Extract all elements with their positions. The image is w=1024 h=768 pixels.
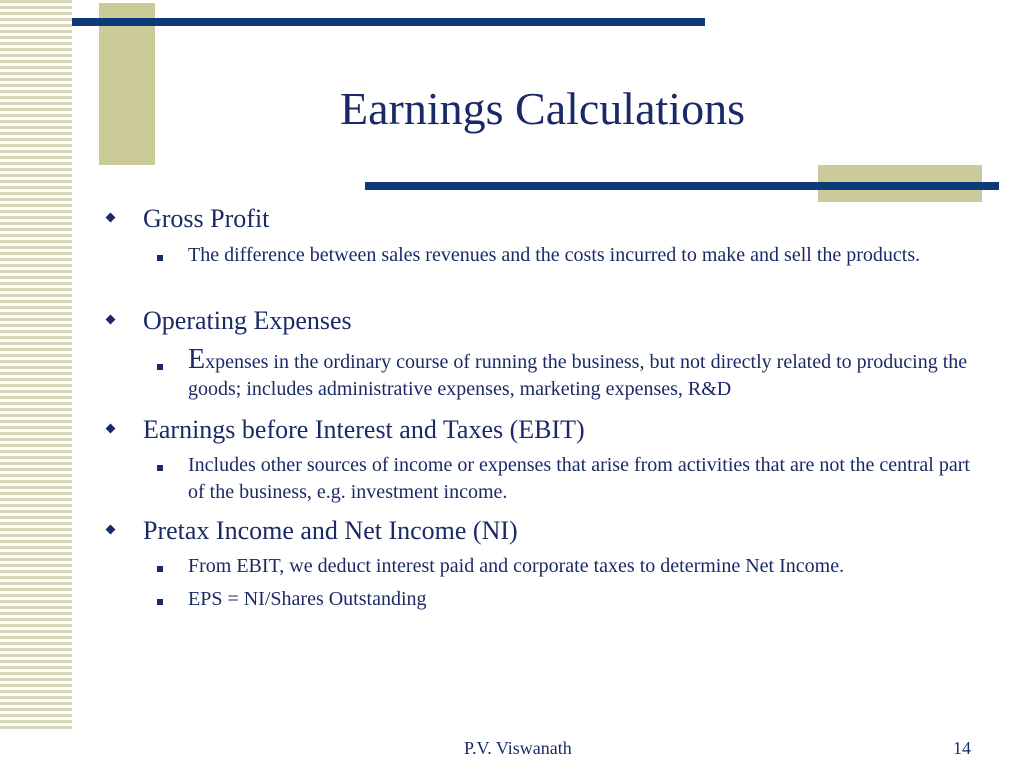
bullet-heading-gross-profit: Gross Profit: [143, 204, 270, 233]
bullet-heading-net-income: Pretax Income and Net Income (NI): [143, 516, 518, 545]
sub-bullet-ebit: Includes other sources of income or expenses that arise from activities that are not the central part of the business, e.g. investment income.: [188, 454, 970, 503]
sub-bullet-text: xpenses in the ordinary course of running the business, but not directly related to producing the goods; includes administrative expenses, marketing expenses, R&D: [188, 351, 968, 400]
diamond-bullet-icon: [106, 525, 116, 535]
square-bullet-icon: [157, 255, 163, 261]
decorative-bar-top: [72, 18, 705, 26]
square-bullet-icon: [157, 465, 163, 471]
square-bullet-icon: [157, 566, 163, 572]
diamond-bullet-icon: [106, 315, 116, 325]
slide-title: Earnings Calculations: [340, 83, 745, 134]
decorative-stripes: [0, 0, 72, 730]
sub-bullet-net-income: From EBIT, we deduct interest paid and corporate taxes to determine Net Income.: [188, 555, 845, 577]
bullet-heading-operating-expenses: Operating Expenses: [143, 306, 352, 335]
sub-bullet-eps: EPS = NI/Shares Outstanding: [188, 588, 427, 610]
square-bullet-icon: [157, 599, 163, 605]
sub-bullet-gross-profit: The difference between sales revenues and the costs incurred to make and sell the products.: [188, 244, 921, 266]
bullet-heading-ebit: Earnings before Interest and Taxes (EBIT): [143, 415, 585, 444]
decorative-block-left: [99, 3, 155, 165]
diamond-bullet-icon: [106, 213, 116, 223]
page-number: 14: [953, 738, 971, 758]
sub-bullet-operating-expenses: [188, 346, 988, 403]
diamond-bullet-icon: [106, 424, 116, 434]
drop-initial: E: [188, 344, 206, 375]
square-bullet-icon: [157, 364, 163, 370]
decorative-bar-middle: [365, 182, 999, 190]
footer-author: P.V. Viswanath: [464, 738, 572, 758]
